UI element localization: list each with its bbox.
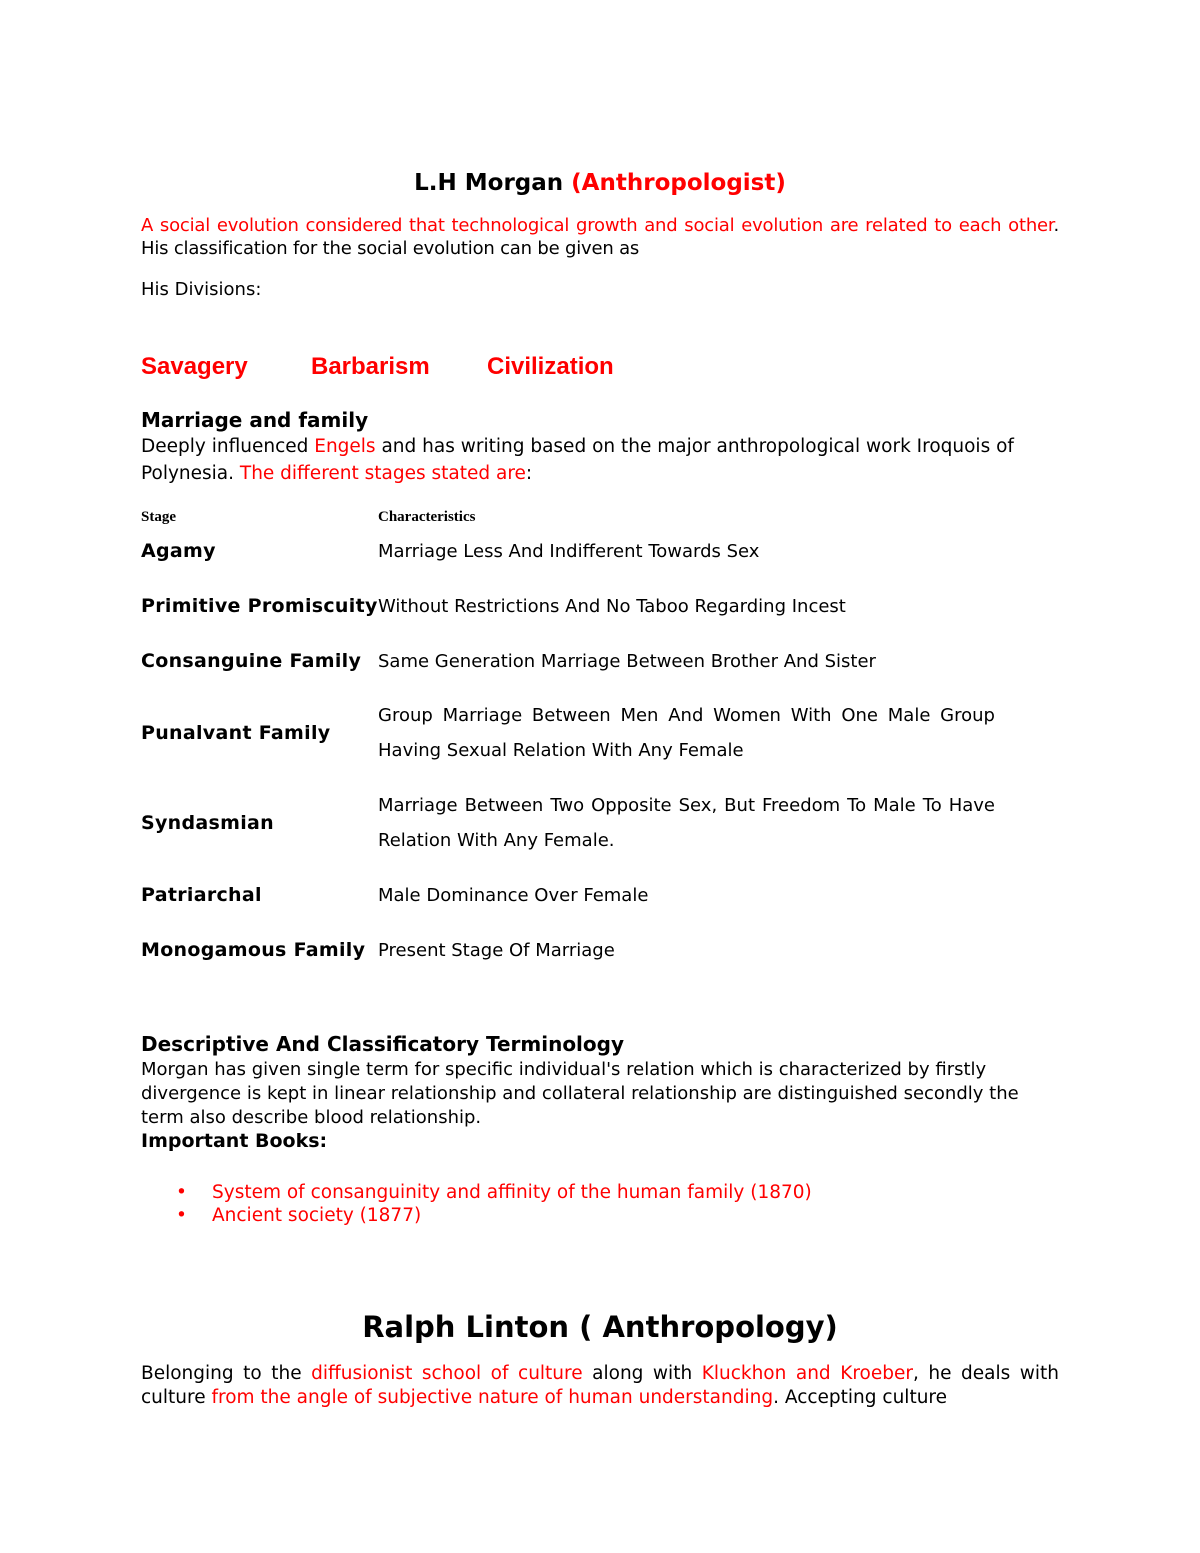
bullet-icon: • <box>176 1205 187 1226</box>
stage-description: Marriage Between Two Opposite Sex, But Freedom To Male To Have Relation With Any Female. <box>378 795 995 851</box>
linton-text-2: along with <box>582 1363 702 1384</box>
stage-name: Patriarchal <box>141 884 262 906</box>
marriage-text-2: and has writing based on the major anthropological work Iroquois of Polynesia. <box>141 436 1014 484</box>
linton-paragraph <box>141 1362 1059 1410</box>
morgan-heading <box>0 170 1200 196</box>
stage-description: Marriage Less And Indifferent Towards Sex <box>378 541 760 562</box>
bullet-icon: • <box>176 1182 187 1203</box>
divisions-label: His Divisions: <box>141 279 262 300</box>
terminology-paragraph: Morgan has given single term for specific individual's relation which is characterized by firstly divergence is kept in linear relationship and collateral relationship are distinguished secondly the term also describe blood relationship. <box>141 1059 1019 1128</box>
intro-red-text: A social evolution considered that technological growth and social evolution are related to each other <box>141 215 1054 236</box>
linton-red-1: diffusionist school of culture <box>311 1363 583 1384</box>
morgan-name: L.H Morgan <box>414 170 564 196</box>
stage-name: Monogamous Family <box>141 939 366 961</box>
linton-text-3: , he deals with culture <box>141 1363 1060 1408</box>
book-title: Ancient society (1877) <box>212 1205 422 1226</box>
stage-description: Same Generation Marriage Between Brother And Sister <box>378 651 876 672</box>
list-item <box>176 1182 812 1203</box>
stage-name: Agamy <box>141 540 216 562</box>
stages-intro: The different stages stated are <box>239 463 526 484</box>
book-title: System of consanguinity and affinity of the human family (1870) <box>212 1182 812 1203</box>
linton-red-2: Kluckhon and Kroeber <box>701 1363 913 1384</box>
division-barbarism: Barbarism <box>311 353 430 380</box>
engels-name: Engels <box>314 436 376 457</box>
list-item <box>176 1205 421 1226</box>
marriage-text-1: Deeply influenced <box>141 436 315 457</box>
stage-description: Male Dominance Over Female <box>378 885 649 906</box>
stage-description: Without Restrictions And No Taboo Regarding Incest <box>378 596 846 617</box>
table-header-stage: Stage <box>141 509 176 525</box>
stage-description: Group Marriage Between Men And Women With One Male Group Having Sexual Relation With Any Female <box>378 705 995 761</box>
linton-text-4: . Accepting culture <box>773 1387 948 1408</box>
stage-name: Primitive Promiscuity <box>141 595 378 617</box>
intro-paragraph <box>141 214 1059 260</box>
morgan-role: (Anthropologist) <box>571 170 786 196</box>
stage-name: Punalvant Family <box>141 722 331 744</box>
books-heading: Important Books: <box>141 1130 328 1152</box>
terminology-heading: Descriptive And Classificatory Terminology <box>141 1032 625 1056</box>
table-header-characteristics: Characteristics <box>378 509 476 525</box>
stage-description: Present Stage Of Marriage <box>378 940 615 961</box>
division-civilization: Civilization <box>487 353 614 380</box>
linton-red-3: from the angle of subjective nature of human understanding <box>211 1387 774 1408</box>
marriage-heading: Marriage and family <box>141 408 369 432</box>
division-savagery: Savagery <box>141 353 248 380</box>
intro-black-text: . His classification for the social evolution can be given as <box>141 215 1059 259</box>
stage-name: Syndasmian <box>141 812 274 834</box>
stages-colon: : <box>525 463 533 484</box>
linton-heading: Ralph Linton ( Anthropology) <box>362 1310 838 1344</box>
stage-name: Consanguine Family <box>141 650 362 672</box>
linton-text-1: Belonging to the <box>141 1363 312 1384</box>
marriage-paragraph <box>141 433 1061 487</box>
